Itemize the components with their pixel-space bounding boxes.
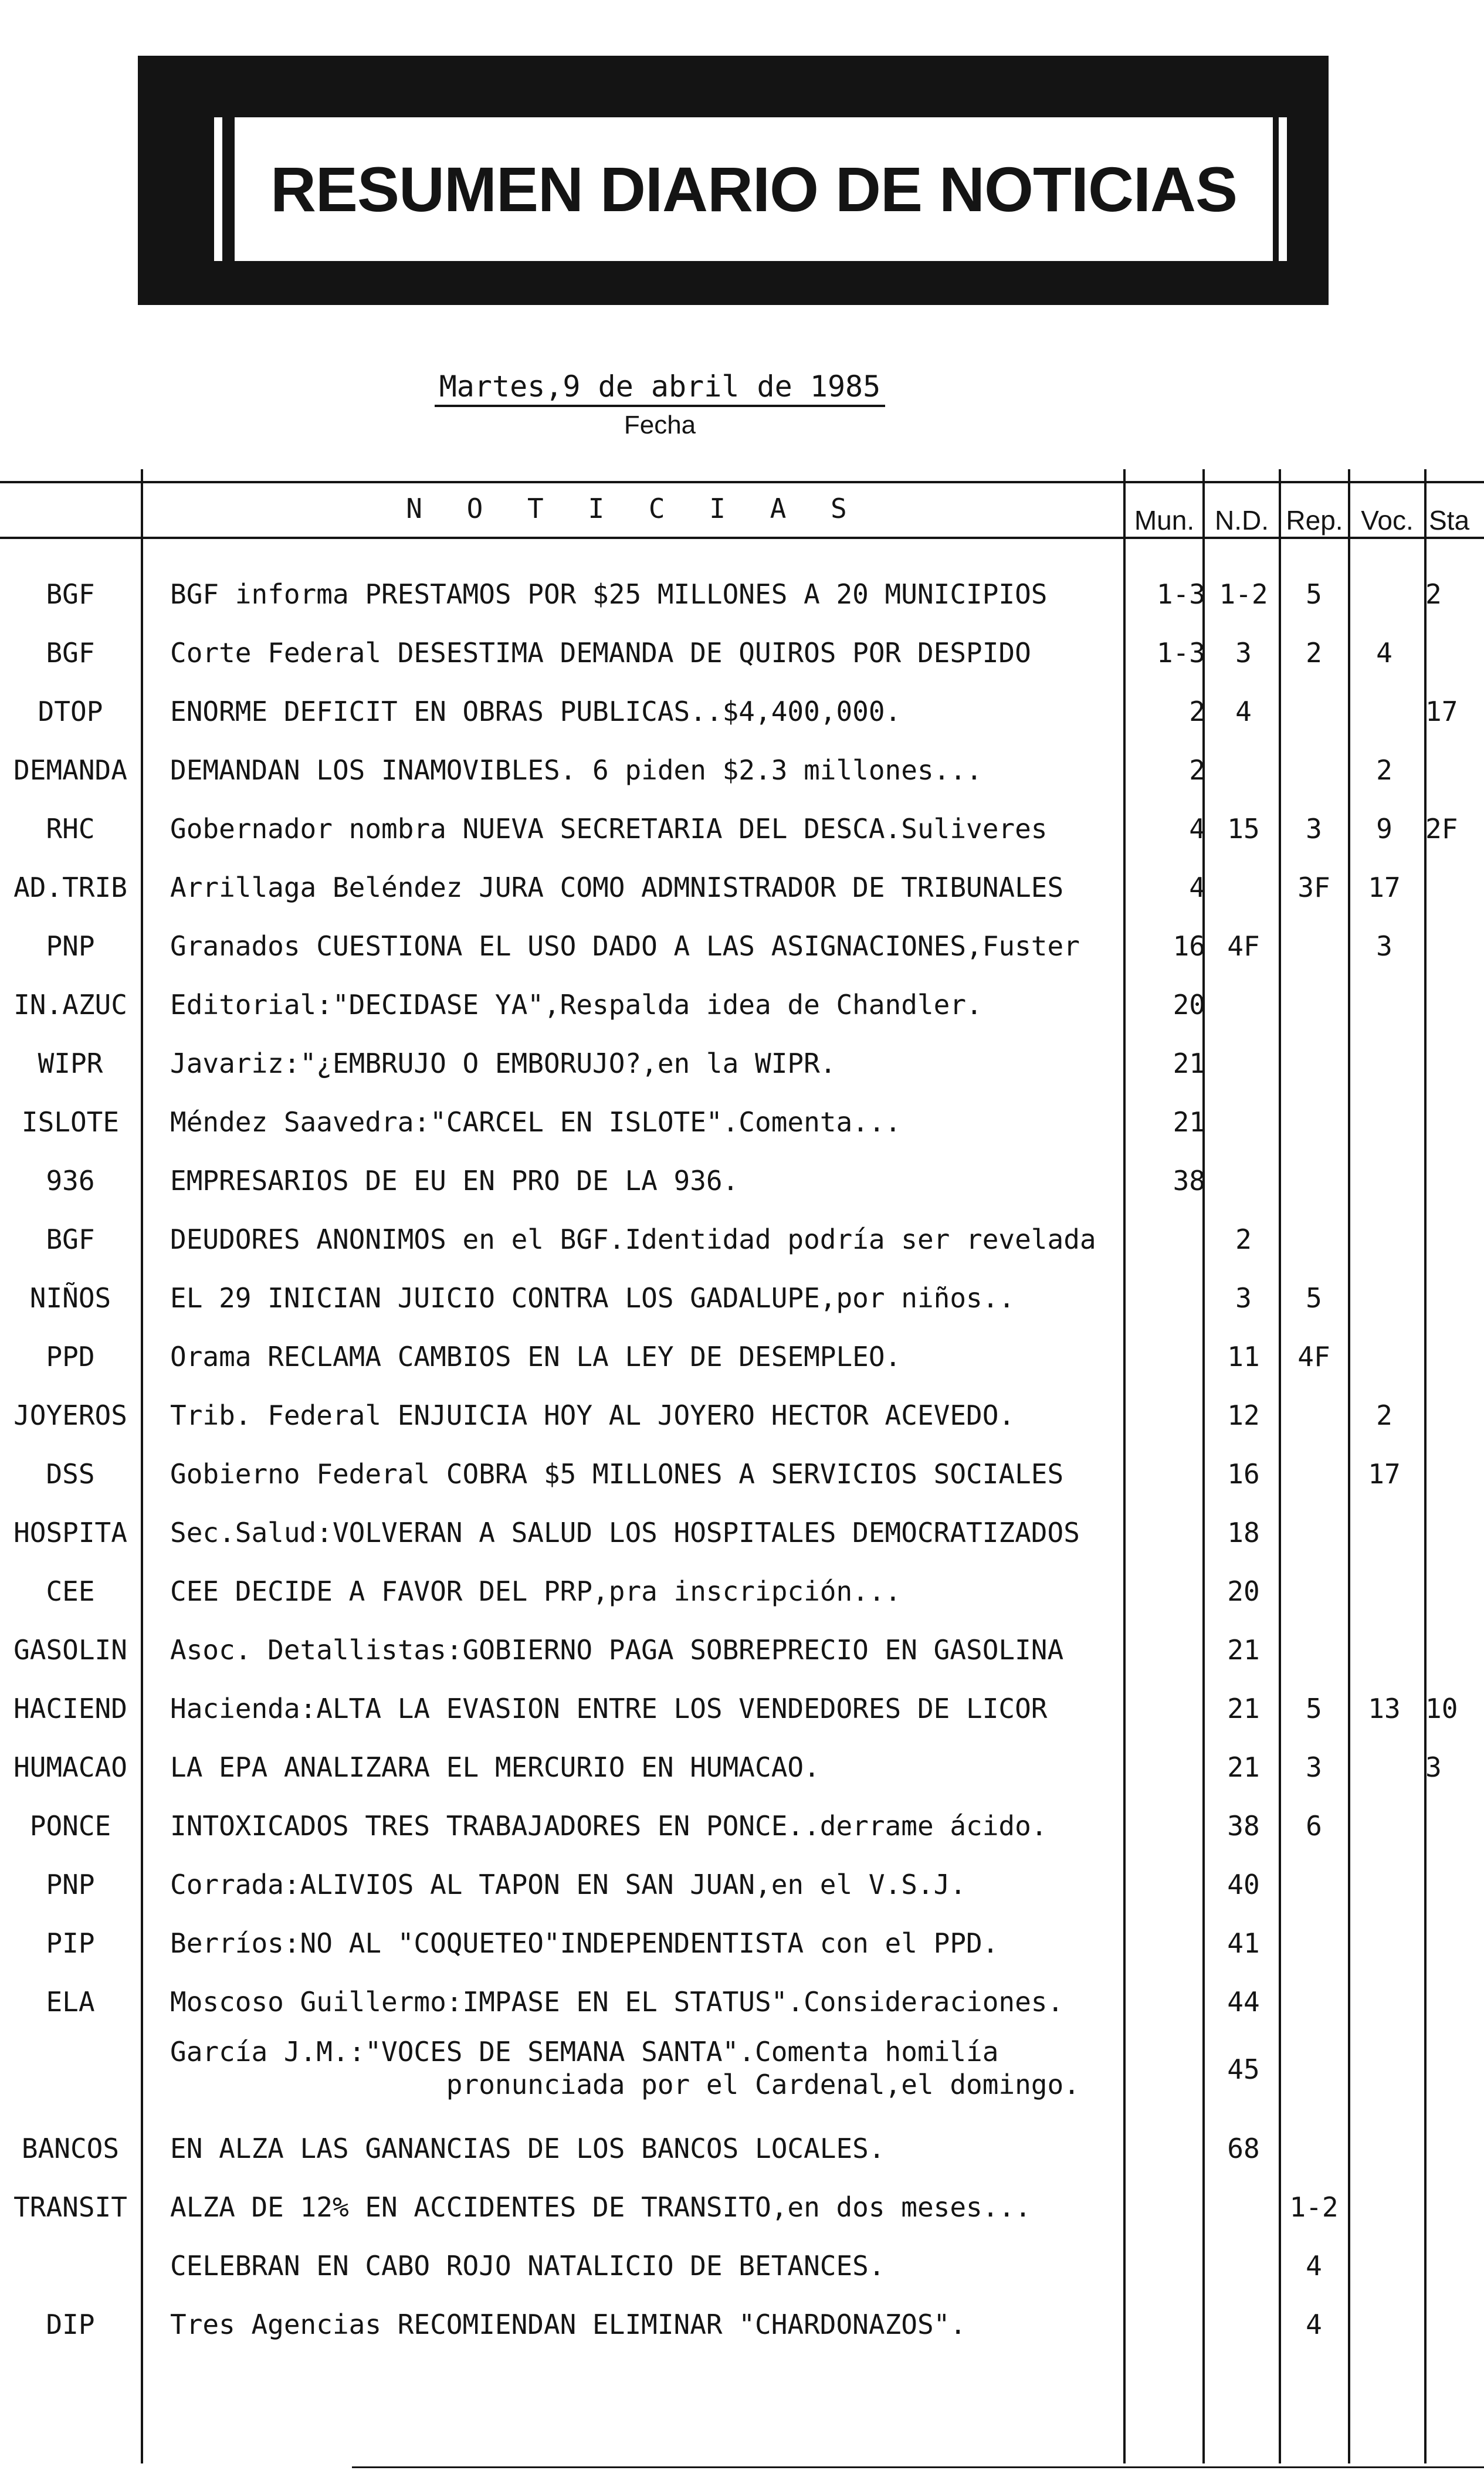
- table-row: [0, 1575, 1484, 1628]
- row-voc: 3: [1376, 930, 1392, 962]
- table-row: [0, 1516, 1484, 1569]
- row-rep: 3: [1306, 813, 1322, 845]
- row-mun: 21: [1173, 1048, 1205, 1079]
- row-code: DEMANDA: [13, 754, 127, 786]
- row-rep: 3: [1306, 1751, 1322, 1783]
- table-row: [0, 1868, 1484, 1921]
- table-row: [0, 1458, 1484, 1510]
- row-sta: 2F: [1425, 813, 1458, 845]
- row-nd: 21: [1227, 1693, 1260, 1724]
- row-rep: 3F: [1297, 872, 1330, 903]
- table-header-rule: [0, 537, 1484, 539]
- row-code: AD.TRIB: [13, 872, 127, 903]
- mun-column-header: Mun.: [1134, 505, 1195, 536]
- table-row: [0, 812, 1484, 865]
- row-nd: 4: [1235, 696, 1252, 727]
- row-code: ISLOTE: [21, 1106, 120, 1138]
- table-row: [0, 1809, 1484, 1862]
- row-voc: 17: [1368, 872, 1401, 903]
- row-headline: Moscoso Guillermo:IMPASE EN EL STATUS".Consideraciones.: [170, 1986, 1064, 2018]
- row-headline: ALZA DE 12% EN ACCIDENTES DE TRANSITO,en dos meses...: [170, 2191, 1031, 2223]
- row-code: CEE: [46, 1575, 95, 1607]
- row-nd: 41: [1227, 1927, 1260, 1959]
- page-title: RESUMEN DIARIO DE NOTICIAS: [270, 154, 1238, 225]
- table-row: [0, 1751, 1484, 1804]
- row-code: PIP: [46, 1927, 95, 1959]
- row-mun: 2: [1189, 696, 1205, 727]
- table-row: [0, 871, 1484, 924]
- row-headline: INTOXICADOS TRES TRABAJADORES EN PONCE..derrame ácido.: [170, 1810, 1048, 1842]
- row-headline: DEMANDAN LOS INAMOVIBLES. 6 piden $2.3 millones...: [170, 754, 982, 786]
- row-code: DTOP: [38, 696, 103, 727]
- row-code: JOYEROS: [13, 1399, 127, 1431]
- row-code: DSS: [46, 1458, 95, 1490]
- table-row: [0, 2132, 1484, 2185]
- row-rep: 5: [1306, 1693, 1322, 1724]
- row-sta: 2: [1425, 578, 1442, 610]
- row-nd: 4F: [1227, 930, 1260, 962]
- row-code: IN.AZUC: [13, 989, 127, 1021]
- row-rep: 5: [1306, 578, 1322, 610]
- row-code: ELA: [46, 1986, 95, 2018]
- row-nd: 3: [1235, 1282, 1252, 1314]
- page-bottom-rule: [352, 2466, 1484, 2468]
- row-headline: Hacienda:ALTA LA EVASION ENTRE LOS VENDEDORES DE LICOR: [170, 1693, 1048, 1724]
- row-voc: 2: [1376, 1399, 1392, 1431]
- table-row: [0, 2308, 1484, 2361]
- row-nd: 38: [1227, 1810, 1260, 1842]
- row-headline: Méndez Saavedra:"CARCEL EN ISLOTE".Comenta...: [170, 1106, 902, 1138]
- row-headline: BGF informa PRESTAMOS POR $25 MILLONES A 20 MUNICIPIOS: [170, 578, 1048, 610]
- table-row: [0, 636, 1484, 689]
- row-nd: 44: [1227, 1986, 1260, 2018]
- row-nd: 11: [1227, 1341, 1260, 1373]
- row-headline: Orama RECLAMA CAMBIOS EN LA LEY DE DESEMPLEO.: [170, 1341, 902, 1373]
- row-rep: 4: [1306, 2309, 1322, 2340]
- nd-column-header: N.D.: [1215, 505, 1269, 536]
- row-code: BGF: [46, 578, 95, 610]
- row-headline: Tres Agencias RECOMIENDAN ELIMINAR "CHARDONAZOS".: [170, 2309, 967, 2340]
- date-line: [352, 370, 968, 404]
- row-code: 936: [46, 1165, 95, 1197]
- table-row: [0, 1399, 1484, 1452]
- row-sta: 3: [1425, 1751, 1442, 1783]
- table-row: [0, 1634, 1484, 1686]
- row-headline: Corte Federal DESESTIMA DEMANDA DE QUIROS POR DESPIDO: [170, 637, 1031, 669]
- row-mun: 21: [1173, 1106, 1205, 1138]
- row-voc: 9: [1376, 813, 1392, 845]
- row-rep: 5: [1306, 1282, 1322, 1314]
- row-mun: 16: [1173, 930, 1205, 962]
- voc-column-header: Voc.: [1361, 505, 1414, 536]
- row-mun: 20: [1173, 989, 1205, 1021]
- row-nd: 1-2: [1219, 578, 1268, 610]
- row-nd: 68: [1227, 2133, 1260, 2164]
- row-mun: 1-3: [1156, 637, 1205, 669]
- row-rep: 4: [1306, 2250, 1322, 2282]
- date-label: Fecha: [624, 411, 696, 439]
- table-row: [0, 1985, 1484, 2038]
- row-sta: 17: [1425, 696, 1458, 727]
- row-headline: CELEBRAN EN CABO ROJO NATALICIO DE BETANCES.: [170, 2250, 885, 2282]
- row-code: BGF: [46, 1224, 95, 1255]
- row-headline: LA EPA ANALIZARA EL MERCURIO EN HUMACAO.: [170, 1751, 820, 1783]
- row-code: NIÑOS: [29, 1282, 111, 1314]
- table-row: [0, 1164, 1484, 1217]
- table-row: [0, 2249, 1484, 2302]
- row-code: PNP: [46, 1869, 95, 1900]
- row-headline: Gobierno Federal COBRA $5 MILLONES A SERVICIOS SOCIALES: [170, 1458, 1064, 1490]
- row-nd: 15: [1227, 813, 1260, 845]
- row-nd: 40: [1227, 1869, 1260, 1900]
- table-row: [0, 2191, 1484, 2244]
- rep-column-header: Rep.: [1286, 505, 1343, 536]
- table-row: [0, 1692, 1484, 1745]
- table-row: [0, 1340, 1484, 1393]
- table-row: [0, 754, 1484, 806]
- row-headline: Granados CUESTIONA EL USO DADO A LAS ASIGNACIONES,Fuster: [170, 930, 1080, 962]
- row-nd: 21: [1227, 1634, 1260, 1666]
- row-nd: 2: [1235, 1224, 1252, 1255]
- row-voc: 2: [1376, 754, 1392, 786]
- row-nd: 45: [1227, 2053, 1260, 2085]
- row-code: BGF: [46, 637, 95, 669]
- table-row: [0, 988, 1484, 1041]
- row-rep: 4F: [1297, 1341, 1330, 1373]
- row-voc: 17: [1368, 1458, 1401, 1490]
- row-mun: 1-3: [1156, 578, 1205, 610]
- row-code: DIP: [46, 2309, 95, 2340]
- news-column-header: N O T I C I A S: [406, 493, 861, 524]
- row-code: PONCE: [29, 1810, 111, 1842]
- row-sta: 10: [1425, 1693, 1458, 1724]
- row-headline: Gobernador nombra NUEVA SECRETARIA DEL DESCA.Suliveres: [170, 813, 1048, 845]
- row-nd: 20: [1227, 1575, 1260, 1607]
- table-row: [0, 1106, 1484, 1158]
- row-nd: 3: [1235, 637, 1252, 669]
- row-voc: 4: [1376, 637, 1392, 669]
- row-code: HUMACAO: [13, 1751, 127, 1783]
- row-rep: 6: [1306, 1810, 1322, 1842]
- row-headline: García J.M.:"VOCES DE SEMANA SANTA".Comenta homilía pronunciada por el Cardenal,el domingo.: [170, 2036, 1080, 2100]
- row-headline: CEE DECIDE A FAVOR DEL PRP,pra inscripción...: [170, 1575, 902, 1607]
- row-rep: 1-2: [1289, 2191, 1339, 2223]
- row-nd: 18: [1227, 1517, 1260, 1548]
- row-headline: EMPRESARIOS DE EU EN PRO DE LA 936.: [170, 1165, 739, 1197]
- row-headline: EL 29 INICIAN JUICIO CONTRA LOS GADALUPE,por niños..: [170, 1282, 1015, 1314]
- row-headline: Arrillaga Beléndez JURA COMO ADMNISTRADOR DE TRIBUNALES: [170, 872, 1064, 903]
- row-nd: 12: [1227, 1399, 1260, 1431]
- table-row: [0, 1927, 1484, 1980]
- table-row: [0, 1223, 1484, 1276]
- row-mun: 38: [1173, 1165, 1205, 1197]
- banner-rule-left: [214, 117, 222, 261]
- row-headline: Javariz:"¿EMBRUJO O EMBORUJO?,en la WIPR.: [170, 1048, 836, 1079]
- row-code: PNP: [46, 930, 95, 962]
- row-nd: 16: [1227, 1458, 1260, 1490]
- row-code: RHC: [46, 813, 95, 845]
- banner-rule-right: [1279, 117, 1287, 261]
- row-code: PPD: [46, 1341, 95, 1373]
- row-voc: 13: [1368, 1693, 1401, 1724]
- row-headline: Sec.Salud:VOLVERAN A SALUD LOS HOSPITALES DEMOCRATIZADOS: [170, 1517, 1080, 1548]
- row-nd: 21: [1227, 1751, 1260, 1783]
- row-headline: Trib. Federal ENJUICIA HOY AL JOYERO HECTOR ACEVEDO.: [170, 1399, 1015, 1431]
- date-text: Martes,9 de abril de 1985: [435, 370, 886, 407]
- table-row: [0, 930, 1484, 982]
- row-mun: 2: [1189, 754, 1205, 786]
- row-code: HACIEND: [13, 1693, 127, 1724]
- row-code: WIPR: [38, 1048, 103, 1079]
- table-row: [0, 2036, 1484, 2106]
- table-top-rule: [0, 481, 1484, 483]
- row-code: BANCOS: [21, 2133, 120, 2164]
- row-headline: ENORME DEFICIT EN OBRAS PUBLICAS..$4,400,000.: [170, 696, 902, 727]
- row-headline: Berríos:NO AL "COQUETEO"INDEPENDENTISTA con el PPD.: [170, 1927, 999, 1959]
- sta-column-header: Sta: [1429, 505, 1470, 536]
- row-headline: DEUDORES ANONIMOS en el BGF.Identidad podría ser revelada: [170, 1224, 1096, 1255]
- table-row: [0, 1282, 1484, 1334]
- table-row: [0, 578, 1484, 631]
- row-code: HOSPITA: [13, 1517, 127, 1548]
- table-row: [0, 695, 1484, 748]
- row-headline: Corrada:ALIVIOS AL TAPON EN SAN JUAN,en el V.S.J.: [170, 1869, 967, 1900]
- row-code: GASOLIN: [13, 1634, 127, 1666]
- row-mun: 4: [1189, 813, 1205, 845]
- row-headline: EN ALZA LAS GANANCIAS DE LOS BANCOS LOCALES.: [170, 2133, 885, 2164]
- row-rep: 2: [1306, 637, 1322, 669]
- row-mun: 4: [1189, 872, 1205, 903]
- row-headline: Editorial:"DECIDASE YA",Respalda idea de Chandler.: [170, 989, 982, 1021]
- row-headline: Asoc. Detallistas:GOBIERNO PAGA SOBREPRECIO EN GASOLINA: [170, 1634, 1064, 1666]
- table-row: [0, 1047, 1484, 1100]
- row-code: TRANSIT: [13, 2191, 127, 2223]
